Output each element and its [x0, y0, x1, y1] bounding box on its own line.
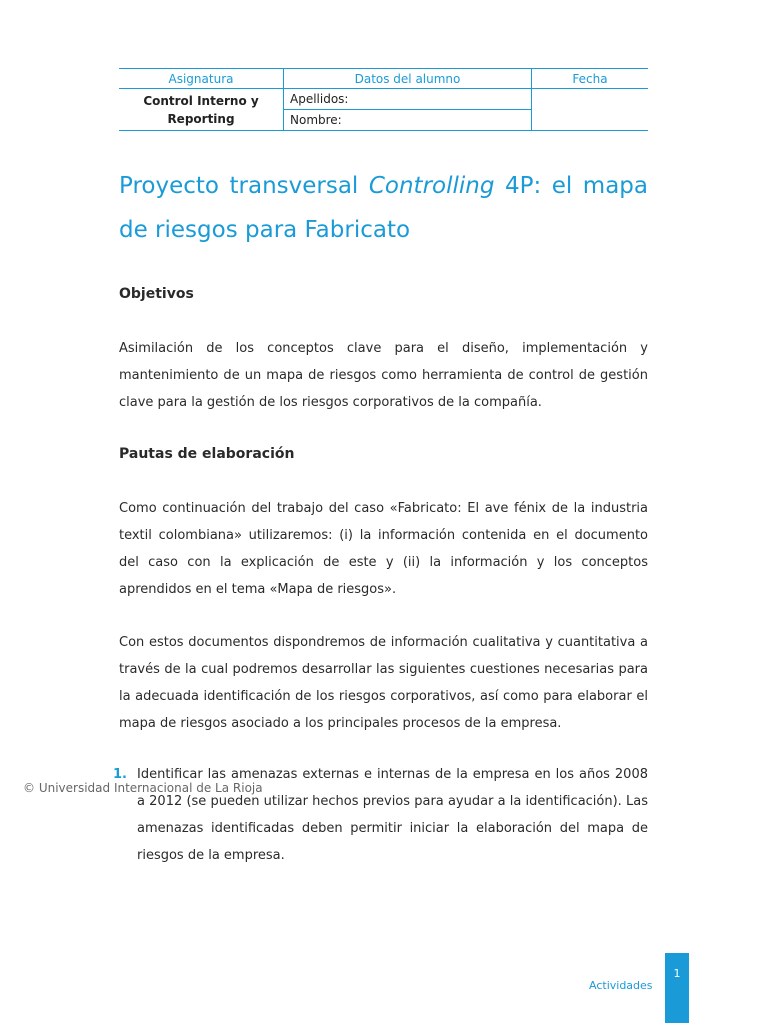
title-part2: 4P: el mapa de riesgos para Fabricato — [119, 173, 648, 243]
objectives-heading: Objetivos — [119, 286, 194, 302]
footer-label: Actividades — [589, 979, 653, 992]
subject-value: Control Interno y Reporting — [119, 89, 284, 131]
guidelines-paragraph-2: Con estos documentos dispondremos de información cualitativa y cuantitativa a través de la cual podremos desarrollar las siguientes cuestiones necesarias para la adecuada identificación de los riesgos corporativos, así como para elaborar el mapa de riesgos asociado a los principales procesos de la empresa. — [119, 635, 648, 731]
header-col-subject: Asignatura — [119, 69, 284, 89]
page-number-tab — [665, 953, 689, 1023]
guidelines-heading: Pautas de elaboración — [119, 446, 295, 462]
header-col-student: Datos del alumno — [284, 69, 532, 89]
header-table — [119, 68, 648, 131]
title-part1: Proyecto transversal — [119, 173, 369, 199]
header-col-date: Fecha — [532, 69, 649, 89]
page-number: 1 — [673, 967, 681, 980]
title-italic: Controlling — [368, 173, 495, 199]
guidelines-paragraph-1: Como continuación del trabajo del caso «Fabricato: El ave fénix de la industria textil colombiana» utilizaremos: (i) la información contenida en el documento del caso con la explicación de este y (ii) la información y los conceptos aprendidos en el tema «Mapa de riesgos». — [119, 501, 648, 597]
copyright-notice: © Universidad Internacional de La Rioja — [23, 781, 263, 795]
document-title — [119, 164, 648, 252]
objectives-text: Asimilación de los conceptos clave para el diseño, implementación y mantenimiento de un mapa de riesgos como herramienta de control de gestión clave para la gestión de los riesgos corporativos de la compañía. — [119, 341, 648, 410]
list-item-number: 1. — [113, 767, 127, 782]
surname-field[interactable]: Apellidos: — [284, 89, 532, 110]
list-item: Identificar las amenazas externas e internas de la empresa en los años 2008 a 2012 (se pueden utilizar hechos previos para ayudar a la identificación). Las amenazas identificadas deben permitir iniciar la elaboración del mapa de riesgos de la empresa. — [137, 767, 648, 863]
date-field[interactable] — [532, 89, 649, 131]
name-field[interactable]: Nombre: — [284, 110, 532, 131]
